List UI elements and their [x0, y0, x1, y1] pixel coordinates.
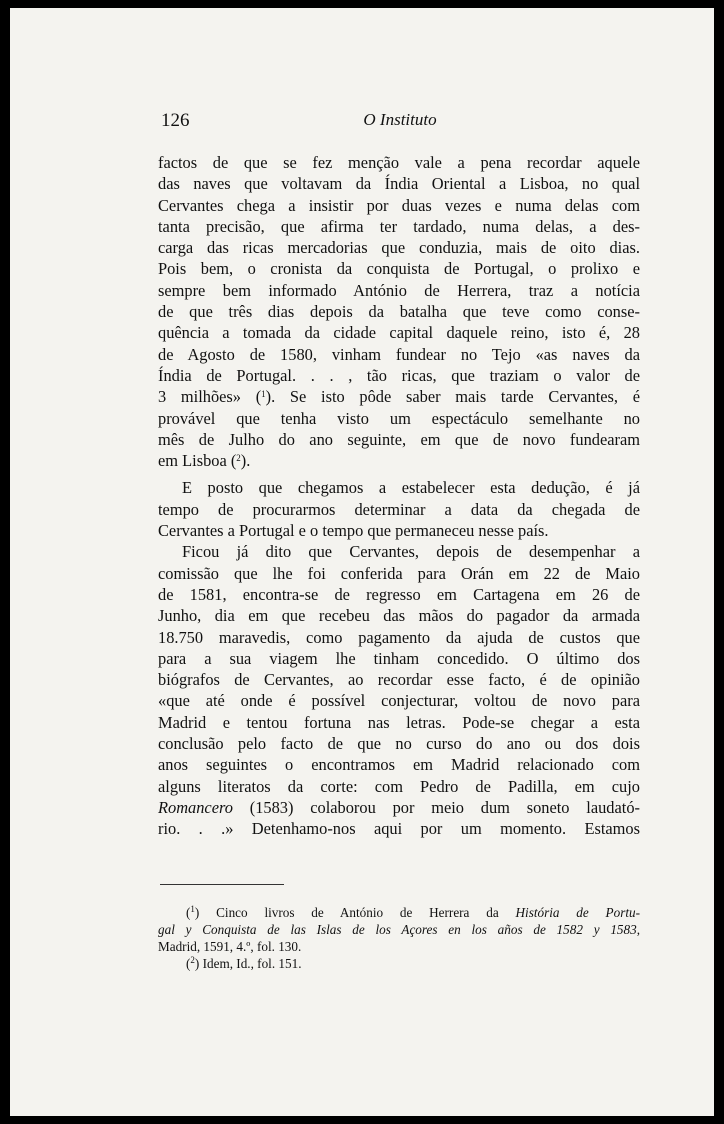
text-segment: Pois bem, o cronista da conquista de Portugal, o prolixo e [158, 259, 640, 279]
body-line [158, 195, 640, 216]
text-segment: rio. . .» Detenhamo-nos aqui por um momento. Estamos [158, 819, 640, 839]
text-segment: de que três dias depois da batalha que teve como conse- [158, 302, 640, 322]
body-line [158, 797, 640, 818]
body-line [158, 258, 640, 279]
body-line [158, 648, 640, 669]
footnote-line [158, 921, 640, 938]
text-segment: Índia de Portugal. . . , tão ricas, que traziam o valor de [158, 365, 640, 385]
body-line [158, 776, 640, 797]
body-text [158, 152, 640, 840]
footnote-line: ($^1$) Cinco livros de António de Herrera da História de Portu- [186, 904, 640, 920]
text-segment: Ficou já dito que Cervantes, depois de desempenhar a [182, 542, 640, 562]
text-segment: anos seguintes o encontramos em Madrid relacionado com [158, 755, 640, 775]
body-line [158, 520, 640, 541]
text-segment: provável que tenha visto um espectáculo semelhante no [158, 408, 640, 428]
body-line [158, 344, 640, 365]
body-line [158, 605, 640, 626]
body-line [158, 301, 640, 322]
text-segment: ). [240, 451, 251, 471]
text-segment: mês de Julho do ano seguinte, em que de novo fundearam [158, 429, 640, 449]
text-segment: 3 milhões» ( [158, 387, 262, 407]
text-segment: comissão que lhe foi conferida para Orán em 22 de Maio [158, 563, 640, 583]
text-segment: tempo de procurarmos determinar a data da chegada de [158, 499, 640, 519]
body-line [158, 365, 640, 386]
footnote-marker: 1 [190, 904, 195, 914]
running-title: O Instituto [363, 110, 437, 129]
text-segment: sempre bem informado António de Herrera, traz a notícia [158, 280, 640, 300]
footnote-reference: 2 [236, 453, 241, 464]
text-segment: Madrid e tentou fortuna nas letras. Pode-se chegar a esta [158, 712, 640, 732]
text-segment: de 1581, encontra-se de regresso em Cartagena em 26 de [158, 584, 640, 604]
body-line [158, 322, 640, 343]
body-line [158, 712, 640, 733]
body-line [158, 584, 640, 605]
body-line [158, 669, 640, 690]
text-segment: «que até onde é possível conjecturar, voltou de novo para [158, 691, 640, 711]
text-segment: em Lisboa ( [158, 451, 237, 471]
body-line [158, 754, 640, 775]
body-line [158, 173, 640, 194]
body-line [158, 541, 640, 562]
body-line [158, 690, 640, 711]
text-segment: Madrid, 1591, 4.º, fol. 130. [158, 939, 302, 954]
text-segment: para a sua viagem lhe tinham concedido. O último dos [158, 648, 640, 668]
body-line [158, 386, 640, 407]
footnote-line [158, 938, 640, 955]
text-segment: ). Se isto pôde saber mais tarde Cervantes, é [265, 387, 640, 407]
page [10, 8, 714, 1116]
text-segment: factos de que se fez menção vale a pena recordar aquele [158, 153, 640, 172]
italic-title: gal y Conquista de las Islas de los Açores en los años de 1582 y 1583 [158, 922, 637, 937]
text-segment: , [636, 922, 640, 937]
body-line [158, 627, 640, 648]
body-line [158, 216, 640, 237]
text-segment: E posto que chegamos a estabelecer esta dedução, é já [182, 478, 640, 498]
page-number: 126 [161, 110, 190, 131]
body-line [158, 237, 640, 258]
text-segment: quência a tomada da cidade capital daquele reino, isto é, 28 [158, 323, 640, 343]
text-segment: carga das ricas mercadorias que conduzia, mais de oito dias. [158, 238, 640, 258]
body-line [158, 450, 640, 471]
text-segment: tanta precisão, que afirma ter tardado, numa delas, a des- [158, 216, 640, 236]
footnote-marker: 2 [190, 955, 195, 965]
body-line [158, 477, 640, 498]
text-segment: Idem, Id., fol. 151. [199, 956, 302, 971]
body-line [158, 429, 640, 450]
text-segment: das naves que voltavam da Índia Oriental a Lisboa, no qual [158, 174, 640, 194]
body-line [158, 499, 640, 520]
text-segment: (1583) colaborou por meio dum soneto laudató- [232, 797, 640, 817]
text-segment: Cervantes a Portugal e o tempo que permaneceu nesse país. [158, 521, 549, 541]
text-segment: Cinco livros de António de Herrera da [199, 905, 516, 920]
footnote-reference: 1 [261, 389, 266, 400]
text-segment: conclusão pelo facto de que no curso do ano ou dos dois [158, 734, 640, 754]
text-segment: biógrafos de Cervantes, ao recordar esse facto, é de opinião [158, 670, 640, 690]
body-line [158, 733, 640, 754]
page-header [161, 110, 639, 136]
text-segment: de Agosto de 1580, vinham fundear no Tejo «as naves da [158, 344, 640, 364]
body-line [158, 152, 640, 173]
body-line [158, 563, 640, 584]
footnote-divider [160, 884, 284, 885]
italic-title: Romancero [158, 797, 233, 817]
footnotes [158, 904, 640, 972]
footnote-line: ($^2$) Idem, Id., fol. 151. [186, 955, 302, 971]
text-segment: Cervantes chega a insistir por duas vezes e numa delas com [158, 195, 640, 215]
body-line [158, 408, 640, 429]
body-line [158, 280, 640, 301]
body-line [158, 818, 640, 839]
text-segment: Junho, dia em que recebeu das mãos do pagador da armada [158, 606, 640, 626]
italic-title: História de Portu- [515, 905, 640, 920]
text-segment: 18.750 maravedis, como pagamento da ajuda de custos que [158, 627, 640, 647]
text-segment: alguns literatos da corte: com Pedro de Padilla, em cujo [158, 776, 640, 796]
